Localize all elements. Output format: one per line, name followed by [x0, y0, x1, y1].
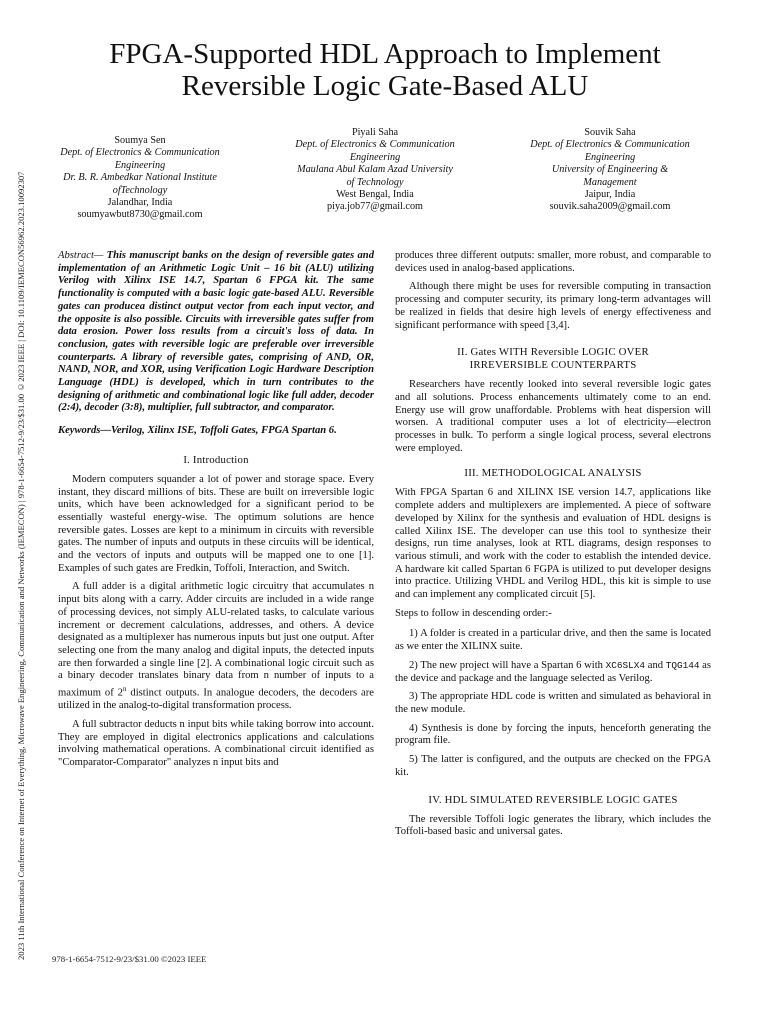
title-line-2: Reversible Logic Gate-Based ALU — [181, 70, 589, 102]
left-column — [58, 250, 374, 776]
paragraph: The reversible Toffoli logic generates the library, which includes the Toffoli-based basic and universal gates. — [395, 813, 711, 838]
heading-line: IRREVERSIBLE COUNTERPARTS — [469, 359, 637, 372]
heading-line: II. Gates WITH Reversible LOGIC OVER — [457, 346, 649, 359]
keywords-lead: Keywords— — [58, 425, 111, 437]
step-item: 3) The appropriate HDL code is written and simulated as behavioral in the new module. — [395, 691, 711, 715]
author-affiliation: Maulana Abul Kalam Azad University — [297, 164, 453, 176]
paragraph — [58, 581, 374, 713]
author-location: Jalandhar, India — [107, 197, 173, 209]
author-affiliation: Engineering — [349, 151, 401, 163]
right-column — [395, 250, 711, 845]
author-affiliation: Engineering — [584, 151, 636, 163]
author-location: West Bengal, India — [336, 189, 414, 201]
step-text: and — [645, 659, 666, 671]
paragraph: Researchers have recently looked into several reversible logic gates and all solutions. Process enhancements ultimately come to an end. Energy use will grow unaffordable. Problems with heat dispersion will worsen. A traditional computer uses a lot of electricity—electron processes in bulk. To perform a single logical process, several electrons were employed. — [395, 379, 711, 454]
paragraph: A full subtractor deducts n input bits while taking borrow into account. They are employed in digital electronics applications and calculations involving mathematical operations. A combinational circuit identified as "Comparator-Comparator" analyzes n input bits and — [58, 719, 374, 769]
abstract-text: This manuscript banks on the design of reversible gates and implementation of an Arithmetic Logic Unit – 16 bit (ALU) utilizing Verilog with Xilinx ISE 14.7, Spartan 6 FPGA kit. The same functionality is computed with a basic logic gate-based ALU. Reversible gates can producea distinct output vector from each input vector, and the opposite is also possible. Circuits with irreversible gates suffer from data erosion. Power loss results from a circuit's loss of data. In conclusion, gates with reversible logic are preferable over irreversible counterparts. A library of reversible gates, comprising of AND, OR, NAND, NOR, and XOR, using Verification Logic Hardware Description Language (HDL) is developed, which in turn contributes to the designing of arithmetic and combinational logic like full adder, decoder (2:4), decoder (3:8), multiplier, full subtractor, and comparator. — [58, 250, 374, 414]
paragraph: produces three different outputs: smaller, more robust, and comparable to devices used in analog-based applications. — [395, 250, 711, 274]
author-affiliation: University of Engineering & — [551, 164, 669, 176]
step-item: 5) The latter is configured, and the outputs are checked on the FPGA kit. — [395, 754, 711, 778]
steps-list — [395, 628, 711, 779]
step-item — [395, 660, 711, 685]
author-block — [40, 127, 730, 227]
author-affiliation: Management — [583, 176, 637, 188]
step-text: as the device and package and the language selected as Verilog. — [395, 659, 712, 684]
superscript: n — [122, 685, 127, 694]
page-footer: 978-1-6654-7512-9/23/$31.00 ©2023 IEEE — [52, 954, 207, 964]
section-heading-introduction: I. Introduction — [183, 453, 249, 466]
paragraph-text: A full adder is a digital arithmetic logic circuitry that accumulates n input bits along with a carry. Adder circuits are included in a wide range of processing devices, not simply ALU-related tasks, to calculate various increment or decrement calculations, addresses, and others. A device designated as a multiplexer has numerous inputs but just one output. After selecting one from the many analog and digital inputs, the detected inputs are then forwarded a single line [2]. A combinational logic circuit such as a binary decoder translates binary data from n number of inputs to a maximum of 2 — [58, 581, 374, 699]
author-email: soumyawbut8730@gmail.com — [77, 209, 203, 221]
author-email: piya.job77@gmail.com — [327, 201, 423, 213]
package-code: TQG144 — [665, 659, 700, 671]
step-text: 2) The new project will have a Spartan 6 with — [409, 659, 606, 671]
paragraph: Modern computers squander a lot of power and storage space. Every instant, they discard millions of bits. These are built on irreversible logic units, which have been acknowledged for a significant period to be essentially wasteful energy-wise. The optimum solutions are hence reversible gates. Losses are kept to a minimum in circuits with reversible gates. The number of inputs and outputs in these circuits will be identical, and the vectors of inputs and outputs will be mapped one to one [1]. Examples of such gates are Fredkin, Toffoli, Interaction, and Switch. — [58, 473, 374, 574]
abstract — [58, 250, 374, 415]
author-affiliation: Dept. of Electronics & Communication — [60, 147, 220, 159]
section-heading-methodology: III. METHODOLOGICAL ANALYSIS — [464, 467, 642, 480]
title-line-1: FPGA-Supported HDL Approach to Implement — [109, 38, 661, 70]
author-location: Jaipur, India — [584, 189, 636, 201]
author-3 — [510, 127, 710, 214]
paragraph-text: distinct outputs. In analogue decoders, the decoders are utilized in the analog-to-digital transformation process. — [58, 687, 374, 712]
section-heading-gates — [395, 346, 711, 372]
abstract-lead: Abstract— — [58, 250, 104, 261]
steps-intro: Steps to follow in descending order:- — [395, 607, 552, 619]
author-affiliation: ofTechnology — [112, 184, 168, 196]
author-1 — [40, 135, 240, 222]
section-heading-hdl: IV. HDL SIMULATED REVERSIBLE LOGIC GATES — [428, 793, 678, 806]
author-name: Piyali Saha — [351, 127, 399, 138]
keywords-text: Verilog, Xilinx ISE, Toffoli Gates, FPGA Spartan 6. — [110, 425, 337, 437]
paper-title — [40, 38, 730, 102]
device-code: XC6SLX4 — [605, 659, 646, 671]
author-name: Souvik Saha — [584, 127, 636, 138]
keywords — [58, 425, 374, 438]
author-affiliation: Engineering — [114, 159, 166, 171]
author-2 — [275, 127, 475, 214]
doi-sidebar: 2023 11th International Conference on Internet of Everything, Microwave Engineering, Communication and Networks (IEMECON) | 978-1-6654-7512-9/23/$31.00 ©2023 IEEE | DOI: 10.1109/IEMECON56962.2023.10092307 — [16, 171, 26, 960]
paragraph: Although there might be uses for reversible computing in transaction processing and computer security, its primary long-term advantages will be realized in fields that desire high levels of energy effectiveness and significant performance with speed [3,4]. — [395, 281, 711, 331]
author-affiliation: of Technology — [346, 176, 404, 188]
step-item: 4) Synthesis is done by forcing the inputs, henceforth generating the program file. — [395, 722, 711, 747]
author-affiliation: Dept. of Electronics & Communication — [295, 139, 455, 151]
author-email: souvik.saha2009@gmail.com — [549, 201, 671, 213]
author-affiliation: Dr. B. R. Ambedkar National Institute — [63, 172, 217, 184]
step-item: 1) A folder is created in a particular drive, and then the same is located as we enter the XILINX suite. — [395, 628, 711, 653]
paragraph: With FPGA Spartan 6 and XILINX ISE version 14.7, applications like complete adders and multiplexers are implemented. A piece of software developed by Xilinx for the synthesis and evaluation of HDL designs is called Xilinx ISE. The developer can use this tool to synthesize their designs, run time analyses, look at RTL diagrams, design responses to various stimuli, and work with the coder to establish the intended device. A hardware kit called Spartan 6 FGPA is utilized to put developer designs into practice. Utilizing VHDL and Verilog HDL, this kit is simple to use and can implement any complicated circuit [5]. — [395, 487, 711, 601]
author-affiliation: Dept. of Electronics & Communication — [530, 139, 690, 151]
author-name: Soumya Sen — [114, 135, 166, 146]
